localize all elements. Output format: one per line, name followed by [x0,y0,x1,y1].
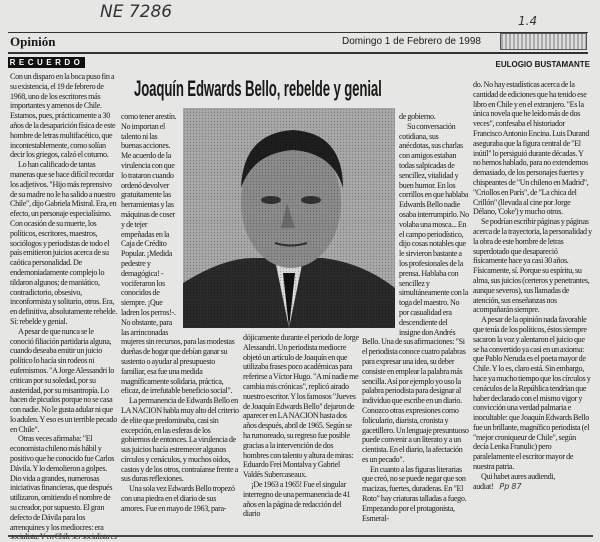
closing-line: Qui habet aures audiendi, audiat! [473,471,556,491]
handwritten-page-number: 1.4 [518,14,538,28]
handwritten-note: Pp 87 [499,481,522,491]
article-column-3 [243,333,359,519]
article-column-4 [362,112,469,523]
paragraph: de gobierno. [399,112,436,121]
paragraph: Se podrían escribir páginas y páginas acerca de la trayectoria, la personalidad y la obra de este hombre de letras superdotado que desapareció físicamente hace ya casi 30 años. Físicamente, sí. Porque su espíritu, su alma, sus juicios (certeros y penetrantes, aunque severos), sus llamadas de atención, sus enseñanzas nos acompañarán siempre. [473,217,592,315]
paragraph: La permanencia de Edwards Bello en LA NACION habla muy alto del criterio de elite que predominaba, casi sin excepción, en las esferas de los gobiernos de entonces. La virulencia de sus juicios hacía estremecer algunos círculos y cenáculos, y muchos oídos, castos y de los otros, contraíanse frente a sus duras reflexiones. [121,396,239,484]
paragraph: do. No hay estadísticas acerca de la cantidad de ediciones que ha tenido ese libro en Chile y en el extranjero. "Es la única novela que he leído más de dos veces", confesaba el historiador Francisco Antonio Encina. Luis Durand aseguraba que la figura central de "El inútil" lo persiguió durante décadas. Y no hemos hablado, para no extendernos demasiado, de los personajes fuertes y chispeantes de "Un chileno en Madrid", "Criollos en París", de "La chica del Crillón" (llevada al cine por Jorge Délano, 'Coke') y mucho otros. [473,80,590,217]
newspaper-logo [500,33,587,50]
paragraph: Con un disparo en la boca puso fin a su existencia, el 19 de febrero de 1968, uno de los escritores más importantes y amenos de Chile. Estamos, pues, prácticamente a 30 años de la desaparición física de este hombre de letras multifacético, que incontestablemente, como solían decir los griegos, calzó el coturno. [10,72,116,160]
byline: EULOGIO BUSTAMANTE [495,60,590,69]
paragraph: ¡De 1963 a 1965! Fue el singular interregno de una permanencia de 41 años en la página de redacción del diario [243,479,351,519]
handwritten-code: NE 7286 [100,2,173,22]
article-column-2 [121,112,239,514]
paragraph: A pesar de la opinión nada favorable que tenía de los políticos, éstos siempre sacaron la voz y alentaron el juicio que se ha convertido ya casi en un axioma: que Pablo Neruda es el poeta mayor de Chile. Y lo es, claro está. Sin embargo, hace ya mucho tiempo que los círculos y cenáculos de la República tendrían que haber declarado con el mismo vigor y convicción una verdad palmaria e inocultable: que Joaquín Edwards Bello fue un brillante, magnífico periodista (el "mejor croniqueur de Chile", según decía Lenka Franulic) pero paralelamente el escritor mayor de nuestra patria. [473,315,591,472]
paragraph: mujeres sin recursos, para las modestas dueñas de hogar que debían ganar su sustento o ayudar al presupuesto familiar, esa fue una medida magníficamente solidaria, práctica, eficaz, de irrefutable beneficio social". [121,337,235,396]
photo-wrap-spacer [177,112,239,332]
paragraph: Una sola vez Edwards Bello tropezó con una piedra en el diario de sus amores. Fue en mayo de 1963, para- [121,484,235,513]
paragraph: insigne don Andrés Bello. Una de sus afirmaciones: "Si el periodista conoce cuatro palabras para expresar una idea, su deber consiste en emplear la palabra más sencilla. Así por ejemplo yo uso la palabra periodista para designar al individuo que escribe en un diario. Conozco otras expresiones como foliculario, diarista, cronista y gacetillero. Un lenguaje presuntuoso puede convenir a un literato y a un cientista. En el diario, la afectación es un pecado". [362,327,469,464]
paragraph: como tener arestín. No importan el talento ni las buenas acciones. Me acuerdo de la virulencia con que lo trataron cuando ordenó devolver gratuitamente las herramientas y las máquinas de coser y de tejer empeñadas en la Caja de Crédito Popular. ¡Medida pedestre y demagógica! -vociferaron los conocidos de siempre. ¡Que ladren los perros!-. No obstante, para las arrinconadas [121,112,177,337]
article-column-5 [473,80,592,491]
article-column-1 [10,72,118,542]
section-title: Opinión [10,34,56,49]
paragraph: En cuanto a las figuras literarias que creó, no se puede negar que son macizas, fuertes, duraderas. En "El Roto" hay criaturas talladas a fuego. Empezando por el protagonista, Esmeral- [362,464,467,523]
paragraph: Su conversación cotidiana, sus anécdotas, sus charlas con amigos estaban todas salpicadas de sencillez, vitalidad y buen humor. En los corrillos en que hablaba Edwards Bello nadie osaba interrumpirlo. No volaba una mosca... En el campo periodístico, dijo cosas notables que le sirvieron bastante a los profesionales de la prensa. Hablaba con sencillez y simultáneamente con la toga del maestro. No por casualidad era descendiente del [399,121,469,327]
paragraph: Otras veces afirmaba: "El economista chileno más hábil y positivo que he conocido fue Carlos Dávila. Y lo demolieron a golpes. Dio vida a grandes, numerosas iniciativas financieras, que después utilizaron, omitiendo el nombre de su creador, por supuesto. El gran defecto de Dávila para los arrenquines y los mediocres: era [10,434,115,532]
paragraph: Lo han calificado de tantas maneras que se hace difícil recordar los adjetivos. "Hijo más reprensivo de su madre no le ha salido a nuestro Chile", dijo Gabriela Mistral. Era, en efecto, un personaje especialísimo. Con ocasión de su muerte, los políticos, escritores, maestros, sociólogos y periodistas de todo el país emitieron juicios acerca de su caótica personalidad. De endemoniadamente complejo lo tildaron algunos; de maniático, contradictorio, obsesivo, inconformista y solitario, otros. Era, en definitiva, absolutamente rebelde. Sí: rebelde y genial. [10,160,118,326]
photo-wrap-spacer [362,112,399,333]
paragraph: A pesar de que nunca se le conoció filiación partidaria alguna, cuando deseaba emitir un juicio político lo hacía sin rodeos ni eufemismos. "A Jorge Alessandri lo critican por su soledad, por su austeridad, por su misantropía. Lo hacen de picudos porque no se casa con nadie. No le gusta adular ni que lo adulen. Y eso es un terrible pecado en Chile". [10,326,118,434]
footer-rule [8,535,593,537]
paragraph: dójicamente durante el periodo de Jorge Alessandri. Un periodista mediocre objetó un artículo de Joaquín en que utilizaba frases poco académicas para referirse a Víctor Hugo. "A mí nadie me cambia mis crónicas", replicó airado nuestro escritor. Y los famosos "Jueves de Joaquín Edwards Bello" dejaron de aparecer en LA NACION hasta dos años después, abril de 1965. Según se ha rumoreado, su regreso fue posible gracias a la intervención de dos hombres con talento y altura de miras: Eduardo Frei Montalva y Gabriel Valdés Subercaseaux. [243,333,359,480]
header-rule [8,52,588,54]
publication-date: Domingo 1 de Febrero de 1998 [342,36,481,47]
headline: Joaquín Edwards Bello, rebelde y genial [134,76,382,101]
closing-paragraph [473,472,592,492]
kicker-label: RECUERDO [9,58,84,67]
